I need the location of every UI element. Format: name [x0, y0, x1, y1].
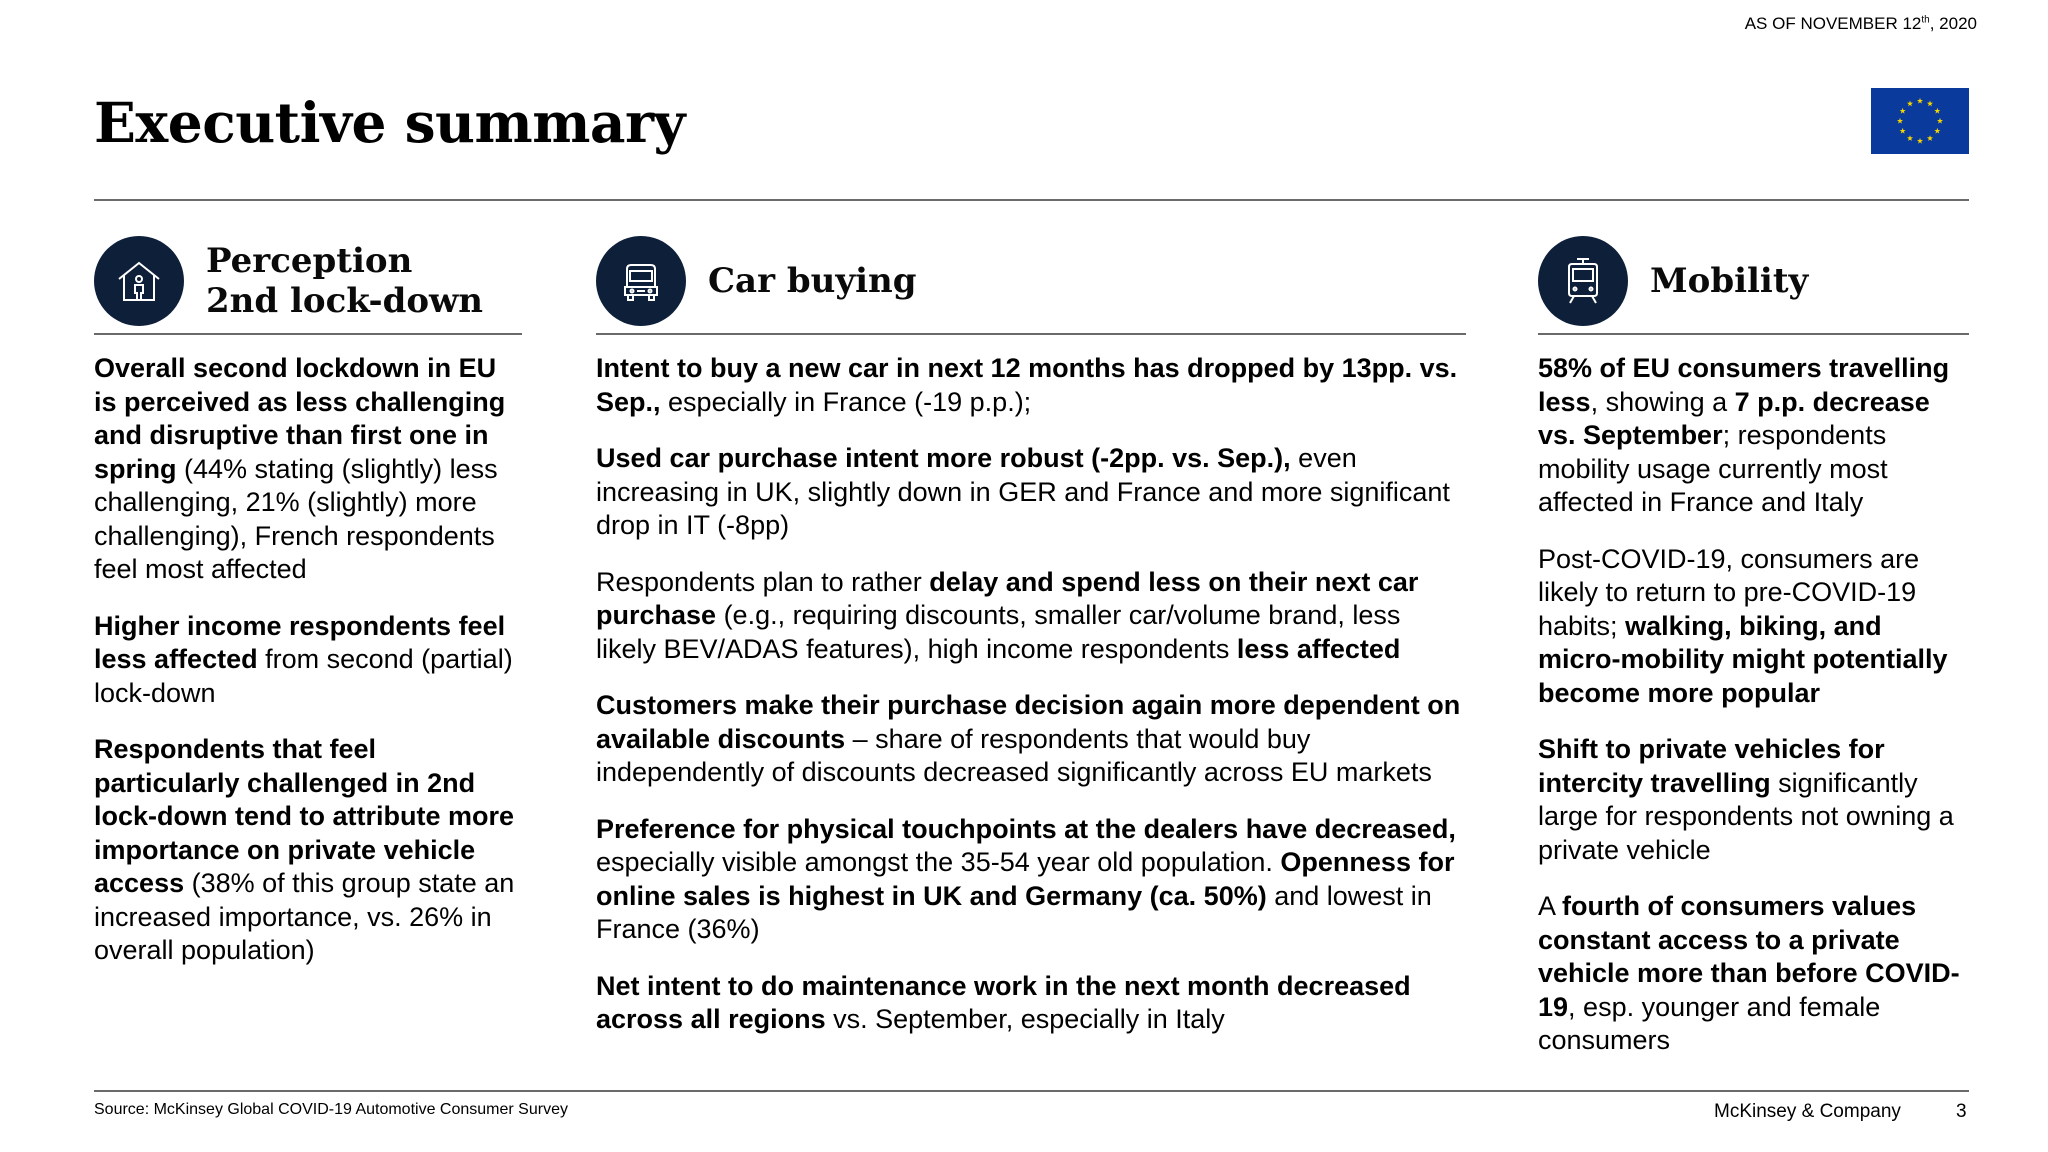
column-mobility	[1538, 235, 1969, 1081]
summary-paragraph	[1538, 352, 1969, 520]
page-number: 3	[1956, 1101, 1967, 1122]
text-run: especially visible amongst the 35-54 year old population.	[596, 847, 1281, 877]
summary-paragraph	[1538, 890, 1969, 1058]
bold-text-run: Openness for online sales is highest in UK and Germany (ca. 50%)	[596, 847, 1455, 911]
bold-text-run: Net intent to do maintenance work in the next month decreased across all regions	[596, 970, 1411, 1034]
header-divider	[94, 199, 1969, 201]
text-run: and lowest in France (36%)	[596, 880, 1432, 944]
text-run: vs. September, especially in Italy	[825, 1004, 1225, 1034]
column-body	[1538, 335, 1969, 1058]
flag-star-icon	[1900, 108, 1906, 114]
column-header	[596, 235, 1466, 335]
as-of-date: AS OF NOVEMBER 12th, 2020	[1744, 14, 1977, 33]
bold-text-run: Shift to private vehicles for intercity travelling	[1538, 734, 1885, 798]
text-run: A	[1538, 891, 1563, 921]
eu-flag-icon	[1871, 88, 1969, 154]
bold-text-run: 7 p.p. decrease vs. September	[1538, 386, 1930, 450]
text-run: – share of respondents that would buy independently of discounts decreased significantly across EU markets	[596, 723, 1432, 787]
bold-text-run: Intent to buy a new car in next 12 months has dropped by 13pp. vs. Sep.,	[596, 353, 1458, 417]
text-run: (e.g., requiring discounts, smaller car/volume brand, less likely BEV/ADAS features), high income respondents	[596, 600, 1401, 664]
bold-text-run: fourth of consumers values constant access to a private vehicle more than before COVID-19	[1538, 891, 1960, 1022]
summary-paragraph	[94, 610, 522, 711]
summary-paragraph	[596, 970, 1466, 1037]
summary-paragraph	[1538, 543, 1969, 711]
bold-text-run: Higher income respondents feel less affected	[94, 610, 506, 674]
bold-text-run: Customers make their purchase decision again more dependent on available discounts	[596, 690, 1461, 754]
tram-icon	[1538, 236, 1628, 326]
column-title: Car buying	[708, 261, 917, 301]
text-run: Post-COVID-19, consumers are likely to return to pre-COVID-19 habits;	[1538, 543, 1920, 641]
flag-star-icon	[1934, 128, 1940, 134]
summary-paragraph	[94, 352, 522, 587]
flag-star-icon	[1900, 128, 1906, 134]
bold-text-run: Preference for physical touchpoints at the dealers have decreased,	[596, 813, 1456, 844]
text-run: from second (partial) lock-down	[94, 644, 513, 708]
bold-text-run: Used car purchase intent more robust (-2pp. vs. Sep.),	[596, 443, 1291, 473]
company-name: McKinsey & Company	[1714, 1101, 1901, 1122]
flag-star-icon	[1897, 118, 1903, 124]
car-icon	[596, 236, 686, 326]
flag-star-icon	[1907, 100, 1913, 106]
column-title: Perception 2nd lock-down	[206, 241, 484, 321]
summary-paragraph	[596, 352, 1466, 419]
summary-paragraph	[596, 442, 1466, 543]
bold-text-run: 58% of EU consumers travelling less	[1538, 353, 1950, 417]
summary-paragraph	[596, 566, 1466, 667]
text-run: , showing a	[1590, 386, 1735, 417]
column-header	[1538, 235, 1969, 335]
flag-star-icon	[1937, 118, 1943, 124]
footer-divider	[94, 1090, 1969, 1092]
text-run: (44% stating (slightly) less challenging, 21% (slightly) more challenging), French respondents feel most affected	[94, 453, 498, 584]
column-title: Mobility	[1650, 261, 1809, 301]
summary-paragraph	[1538, 733, 1969, 867]
text-run: (38% of this group state an increased importance, vs. 26% in overall population)	[94, 868, 515, 965]
column-body	[596, 335, 1466, 1037]
column-car-buying	[596, 235, 1466, 1060]
bold-text-run: delay and spend less on their next car purchase	[596, 566, 1419, 630]
text-run: significantly large for respondents not owning a private vehicle	[1538, 767, 1954, 865]
bold-text-run: less affected	[1236, 633, 1401, 664]
column-body	[94, 335, 522, 968]
source-note: Source: McKinsey Global COVID-19 Automotive Consumer Survey	[94, 1101, 568, 1118]
text-run: especially in France (-19 p.p.);	[660, 386, 1032, 417]
flag-star-icon	[1907, 135, 1913, 141]
house-person-icon	[94, 236, 184, 326]
text-run: ; respondents mobility usage currently most affected in France and Italy	[1538, 420, 1888, 517]
flag-star-icon	[1927, 135, 1933, 141]
bold-text-run: Overall second lockdown in EU is perceived as less challenging and disruptive than first one in spring	[94, 353, 506, 484]
page-title: Executive summary	[94, 90, 685, 155]
text-run: even increasing in UK, slightly down in GER and France and more significant drop in IT (-8pp)	[596, 443, 1450, 540]
text-run: , esp. younger and female consumers	[1538, 991, 1881, 1055]
summary-paragraph	[94, 733, 522, 968]
flag-star-icon	[1934, 108, 1940, 114]
summary-paragraph	[596, 813, 1466, 947]
flag-star-icon	[1917, 138, 1923, 144]
summary-paragraph	[596, 689, 1466, 790]
bold-text-run: walking, biking, and micro-mobility might potentially become more popular	[1538, 610, 1948, 708]
bold-text-run: Respondents that feel particularly challenged in 2nd lock-down tend to attribute more importance on private vehicle access	[94, 734, 515, 898]
text-run: Respondents plan to rather	[596, 566, 930, 597]
column-header	[94, 235, 522, 335]
column-perception	[94, 235, 522, 991]
flag-star-icon	[1917, 98, 1923, 104]
flag-star-icon	[1927, 100, 1933, 106]
